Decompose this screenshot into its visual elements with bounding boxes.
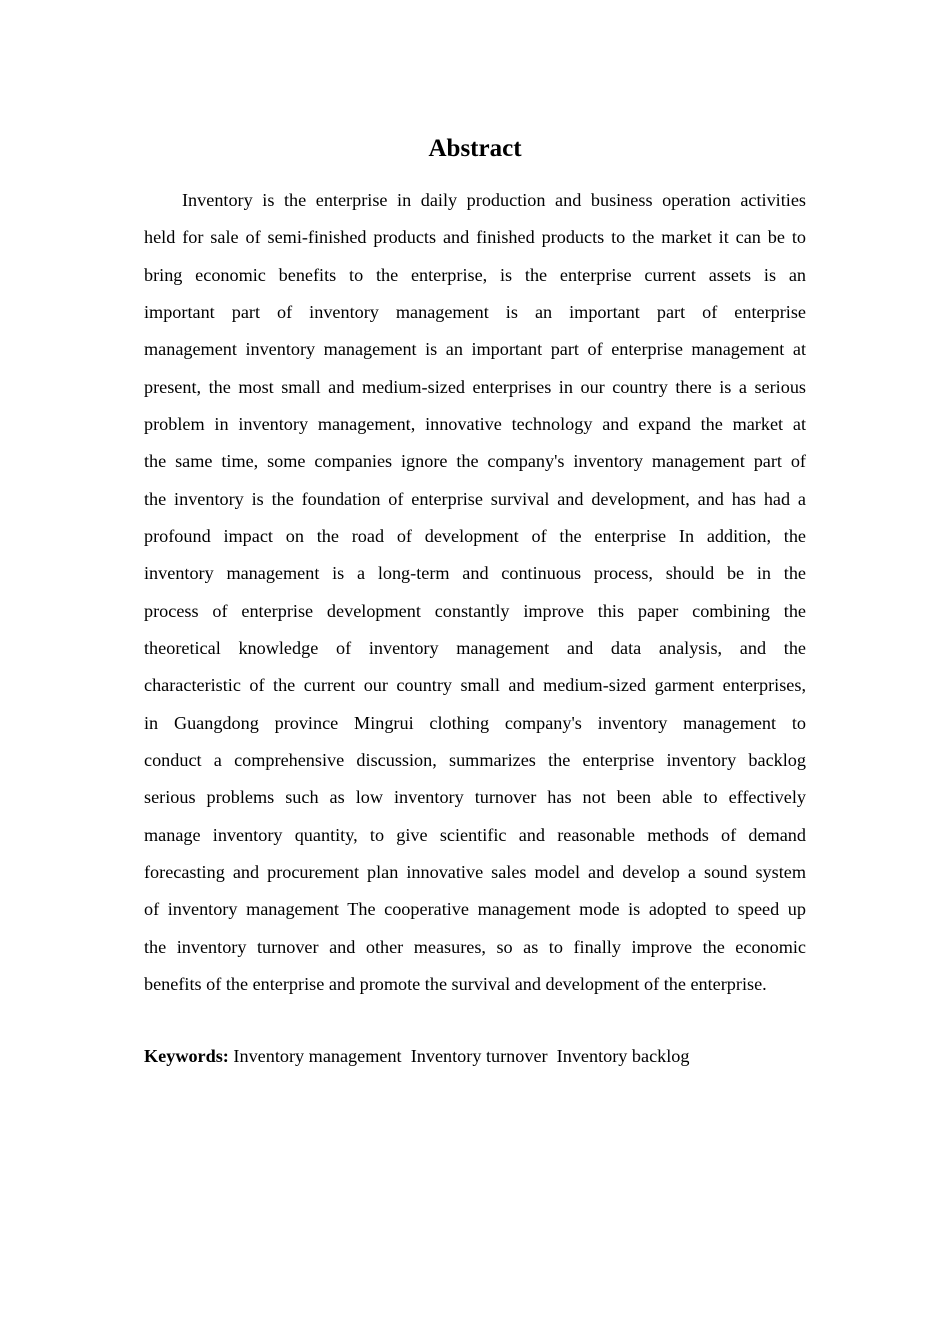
abstract-paragraph — [144, 182, 806, 1003]
abstract-line: conduct a comprehensive discussion, summarizes the enterprise inventory backlog — [144, 749, 806, 770]
keyword-item: Inventory backlog — [556, 1046, 690, 1066]
abstract-line: of inventory management The cooperative management mode is adopted to speed up — [144, 899, 806, 920]
abstract-line: theoretical knowledge of inventory management and data analysis, and the — [144, 637, 806, 658]
abstract-line: forecasting and procurement plan innovative sales model and develop a sound system — [144, 861, 806, 882]
abstract-line: manage inventory quantity, to give scientific and reasonable methods of demand — [144, 824, 806, 845]
abstract-line: bring economic benefits to the enterprise, is the enterprise current assets is an — [144, 264, 806, 285]
keyword-item: Inventory turnover — [410, 1046, 548, 1066]
abstract-line: held for sale of semi-finished products and finished products to the market it can be to — [144, 227, 806, 248]
abstract-line: the same time, some companies ignore the company's inventory management part of — [144, 451, 806, 472]
keyword-item: Inventory management — [233, 1046, 402, 1066]
abstract-line: in Guangdong province Mingrui clothing company's inventory management to — [144, 712, 806, 733]
abstract-line: the inventory turnover and other measures, so as to finally improve the economic — [144, 936, 806, 957]
keywords-label: Keywords: — [144, 1046, 229, 1066]
abstract-line: Inventory is the enterprise in daily production and business operation activities — [182, 190, 806, 210]
abstract-line: benefits of the enterprise and promote the survival and development of the enterprise. — [144, 973, 767, 994]
keywords-line — [144, 1042, 806, 1070]
abstract-line: management inventory management is an important part of enterprise management at — [144, 339, 806, 360]
abstract-line: serious problems such as low inventory turnover has not been able to effectively — [144, 787, 806, 808]
abstract-line: present, the most small and medium-sized enterprises in our country there is a serious — [144, 376, 806, 397]
abstract-line: problem in inventory management, innovative technology and expand the market at — [144, 413, 806, 434]
abstract-line: process of enterprise development constantly improve this paper combining the — [144, 600, 806, 621]
abstract-line: important part of inventory management is an important part of enterprise — [144, 301, 806, 322]
abstract-line: profound impact on the road of development of the enterprise In addition, the — [144, 525, 806, 546]
abstract-title: Abstract — [428, 135, 522, 162]
abstract-line: inventory management is a long-term and continuous process, should be in the — [144, 563, 806, 584]
abstract-line: characteristic of the current our country small and medium-sized garment enterprises, — [144, 675, 806, 696]
abstract-line: the inventory is the foundation of enterprise survival and development, and has had a — [144, 488, 806, 509]
